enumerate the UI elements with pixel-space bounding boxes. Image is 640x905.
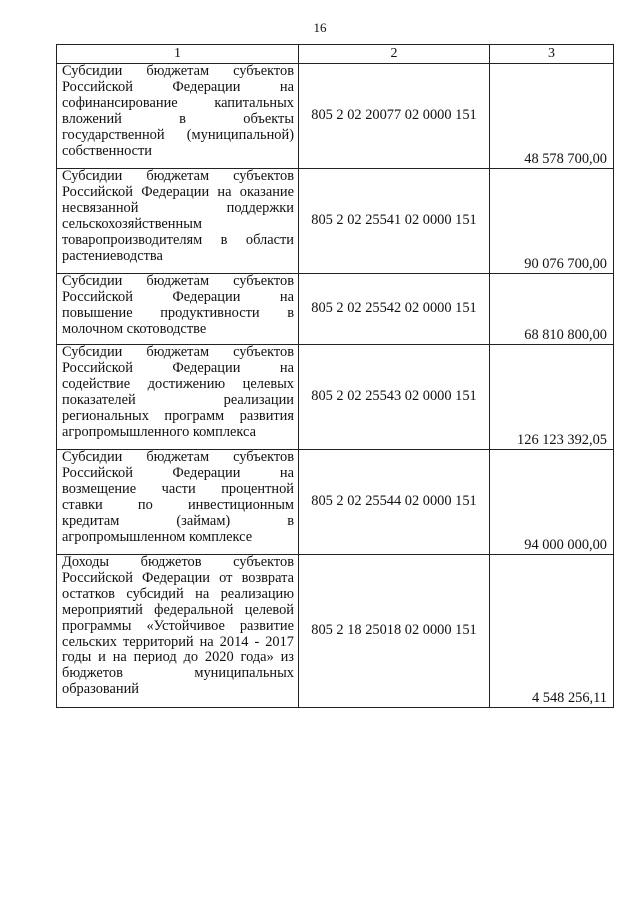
table-row [57,345,614,450]
column-header: 1 [57,45,299,64]
classification-code-cell: 805 2 02 25541 02 0000 151 [299,169,490,274]
table-row [57,169,614,274]
revenue-name-last-line: образований [62,681,139,698]
amount-cell: 94 000 000,00 [490,450,614,555]
classification-code-cell: 805 2 02 25543 02 0000 151 [299,345,490,450]
classification-code-cell: 805 2 02 25542 02 0000 151 [299,274,490,345]
revenue-name-text [62,555,294,682]
revenue-name-cell [57,274,299,345]
revenue-name-line: региональных программ развития [62,407,294,424]
revenue-name-line: возмещение части процентной [62,480,294,497]
revenue-name-line: Субсидии бюджетам субъектов [62,168,294,184]
revenue-name-line: Субсидии бюджетам субъектов [62,449,294,465]
amount-cell: 4 548 256,11 [490,555,614,708]
table-row [57,555,614,708]
page-number: 16 [313,20,327,35]
revenue-name-cell [57,450,299,555]
revenue-name-text [62,450,294,530]
amount-cell: 68 810 800,00 [490,274,614,345]
table-header-row [57,45,614,64]
revenue-name-line: товаропроизводителям в области [62,231,294,248]
classification-code-cell: 805 2 18 25018 02 0000 151 [299,555,490,708]
revenue-name-line: сельскохозяйственным [62,215,202,232]
revenue-name-last-line: молочном скотоводстве [62,320,207,337]
table-row [57,64,614,169]
revenue-name-line: Доходы бюджетов субъектов [62,554,294,570]
budget-table [56,44,614,708]
revenue-name-line: программы «Устойчивое развитие [62,617,294,634]
classification-code-cell: 805 2 02 20077 02 0000 151 [299,64,490,169]
revenue-name-cell [57,555,299,708]
revenue-name-line: повышение продуктивности в [62,304,294,321]
revenue-name-line: несвязанной поддержки [62,199,294,216]
revenue-name-line: сельских территорий на 2014 - 2017 [62,633,294,650]
revenue-name-last-line: собственности [62,142,153,159]
revenue-name-cell [57,64,299,169]
revenue-name-line: Субсидии бюджетам субъектов [62,344,294,360]
revenue-name-text [62,274,294,322]
revenue-name-line: Российской Федерации на оказание [62,183,294,200]
table-row [57,450,614,555]
revenue-name-line: Российской Федерации от возврата [62,569,294,586]
revenue-name-cell [57,345,299,450]
revenue-name-line: Российской Федерации на [62,288,294,305]
revenue-name-last-line: растениеводства [62,247,163,264]
revenue-name-line: остатков субсидий на реализацию [62,585,294,602]
revenue-name-line: Российской Федерации на [62,464,294,481]
amount-cell: 90 076 700,00 [490,169,614,274]
revenue-name-line: мероприятий федеральной целевой [62,601,294,618]
revenue-name-last-line: агропромышленного комплекса [62,423,256,440]
revenue-name-line: Субсидии бюджетам субъектов [62,63,294,79]
table-row [57,274,614,345]
revenue-name-line: государственной (муниципальной) [62,126,294,143]
amount-cell: 126 123 392,05 [490,345,614,450]
revenue-name-text [62,64,294,144]
revenue-name-line: ставки по инвестиционным [62,496,294,513]
amount-cell: 48 578 700,00 [490,64,614,169]
revenue-name-line: софинансирование капитальных [62,94,294,111]
revenue-name-line: Российской Федерации на [62,359,294,376]
revenue-name-cell [57,169,299,274]
revenue-name-line: Российской Федерации на [62,78,294,95]
revenue-name-line: бюджетов муниципальных [62,665,294,682]
revenue-name-line: годы и на период до 2020 года» из [62,649,294,666]
revenue-name-line: вложений в объекты [62,110,294,127]
revenue-name-line: Субсидии бюджетам субъектов [62,273,294,289]
revenue-name-last-line: агропромышленном комплексе [62,528,253,545]
revenue-name-line: содействие достижению целевых [62,375,294,392]
column-header: 2 [299,45,490,64]
revenue-name-text [62,345,294,425]
revenue-name-line: кредитам (займам) в [62,512,294,529]
revenue-name-line: показателей реализации [62,391,294,408]
column-header: 3 [490,45,614,64]
revenue-name-text [62,169,294,249]
table-body [57,64,614,708]
classification-code-cell: 805 2 02 25544 02 0000 151 [299,450,490,555]
